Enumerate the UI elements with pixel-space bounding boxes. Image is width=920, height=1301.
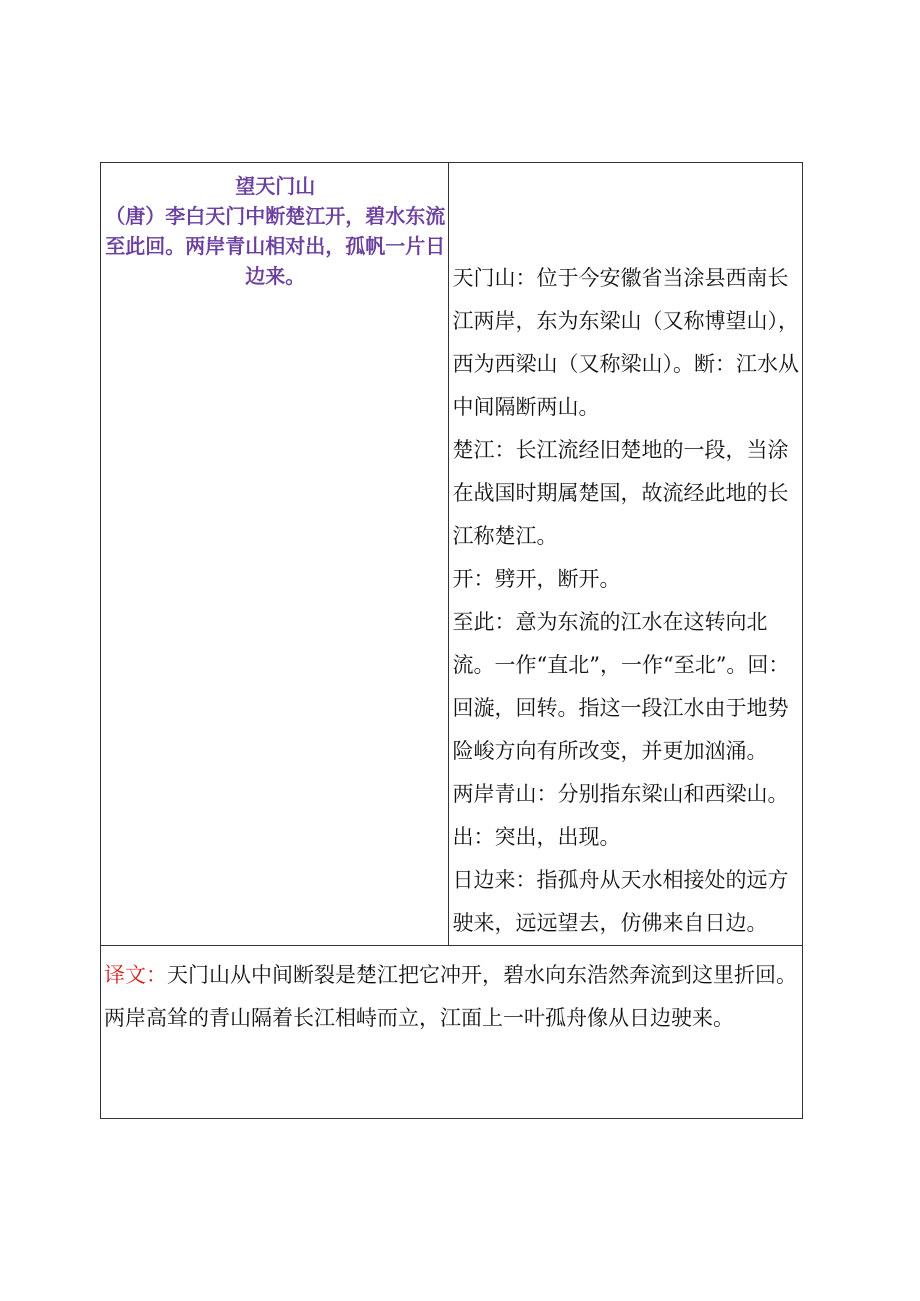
notes-cell <box>449 163 803 946</box>
poem-row <box>101 163 803 946</box>
translation-row <box>101 946 803 1119</box>
poem-body: （唐）李白天门中断楚江开，碧水东流至此回。两岸青山相对出，孤帆一片日边来。 <box>105 204 446 288</box>
note-liangan-qingshan: 两岸青山：分别指东梁山和西梁山。 <box>452 782 789 806</box>
notes-block <box>449 163 802 945</box>
note-kai: 开：劈开，断开。 <box>452 567 621 591</box>
translation-block <box>101 946 802 1040</box>
note-zhici: 至此：意为东流的江水在这转向北流。一作“直北”，一作“至北”。回：回漩，回转。指这一段江水由于地势险峻方向有所改变，并更加汹涌。 <box>452 610 790 763</box>
translation-text: 天门山从中间断裂是楚江把它冲开，碧水向东浩然奔流到这里折回。两岸高耸的青山隔着长江相峙而立，江面上一叶孤舟像从日边驶来。 <box>104 963 797 1030</box>
poem-title: 望天门山 <box>235 174 316 198</box>
poem-block <box>101 163 448 291</box>
translation-label: 译文： <box>104 963 167 987</box>
poem-cell <box>101 163 449 946</box>
poem-table <box>100 162 803 1119</box>
translation-cell <box>101 946 803 1119</box>
note-tianmenshan: 天门山：位于今安徽省当涂县西南长江两岸，东为东梁山（又称博望山），西为西梁山（又称梁山）。断：江水从中间隔断两山。 <box>452 266 799 419</box>
note-chu: 出：突出，出现。 <box>452 825 621 849</box>
note-chujiang: 楚江：长江流经旧楚地的一段，当涂在战国时期属楚国，故流经此地的长江称楚江。 <box>452 438 789 548</box>
note-ribianlai: 日边来：指孤舟从天水相接处的远方驶来，远远望去，仿佛来自日边。 <box>452 868 789 935</box>
